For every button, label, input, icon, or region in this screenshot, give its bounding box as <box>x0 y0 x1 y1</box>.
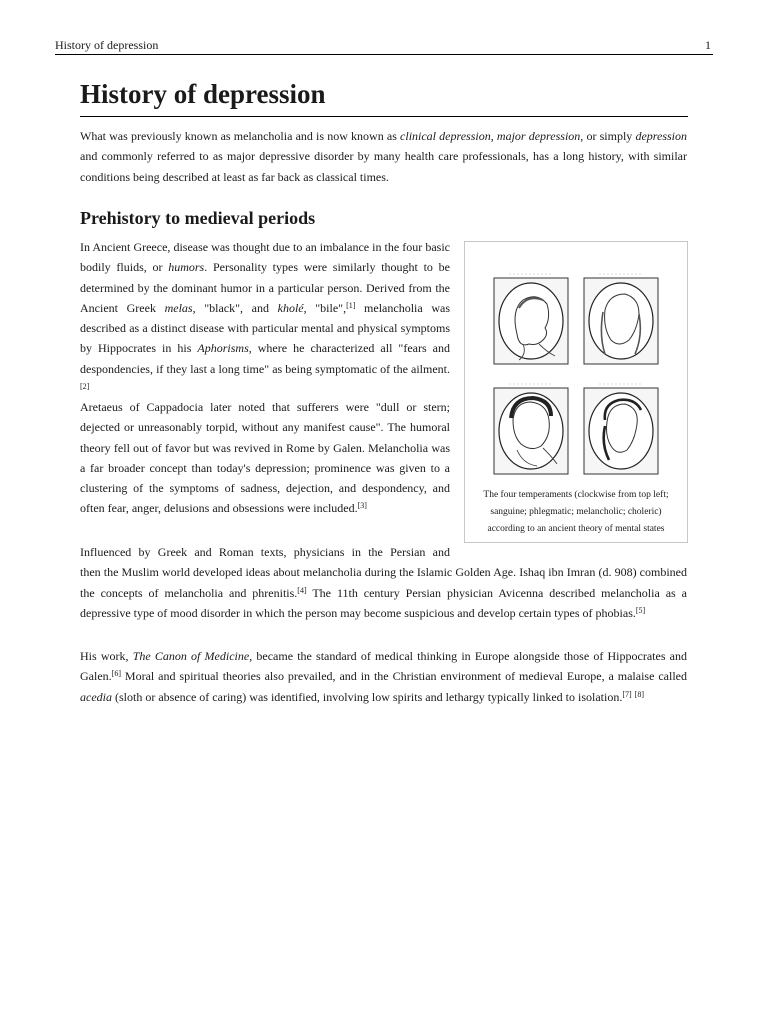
paragraph-aretaeus: Aretaeus of Cappadocia later noted that sufferers were "dull or stern; dejected or unreasonably torpid, without any manifest cause". The humoral theory fell out of favor but was revived in Rome by Galen. Melancholia was a far broader concept than today's depression; prominence was given to a clustering of the symptoms of sadness, dejection, and despondency, and often fear, anger, delusions and obsessions were included.[3] <box>80 400 450 516</box>
section-heading: Prehistory to medieval periods <box>80 208 316 228</box>
reference-7[interactable]: [7] <box>622 689 632 699</box>
link-canon-of-medicine[interactable]: The Canon of Medicine <box>132 649 250 663</box>
figure-caption: The four temperaments (clockwise from top left; sanguine; phlegmatic; melancholic; choleric) according to an ancient theory of mental states <box>483 490 669 534</box>
link-major-depression[interactable]: major depression <box>496 129 581 143</box>
temperament-portrait-bottom-right <box>584 384 658 474</box>
link-aphorisms[interactable]: Aphorisms <box>197 341 249 356</box>
four-temperaments-engraving[interactable] <box>493 270 659 480</box>
reference-3[interactable]: [3] <box>357 501 367 511</box>
paragraph-canon: His work, The Canon of Medicine, became the standard of medical thinking in Europe alongside those of Hippocrates and Galen.[6] Moral and spiritual theories also prevailed, and in the Christian environment of medieval Europe, a malaise called acedia (sloth or absence of caring) was identified, involving low spirits and lethargy typically linked to isolation.[7] [8] <box>80 649 687 704</box>
paragraph-humors: In Ancient Greece, disease was thought due to an imbalance in the four basic bodily fluids, or humors. Personality types were similarly thought to be determined by the dominant humor in a particular person. Derived from the Ancient Greek melas, "black", and kholé, "bile",[1] melancholia was described as a distinct disease with particular mental and physical symptoms by Hippocrates in his Aphorisms, where he characterized all "fears and despondencies, if they last a long time" as being symptomatic of the ailment.[2] <box>80 240 450 392</box>
reference-4[interactable]: [4] <box>297 585 307 595</box>
intro-paragraph: What was previously known as melancholia and is now known as clinical depression, major depression, or simply depression and commonly referred to as major depressive disorder by many health care professionals, has a long history, with similar conditions being described at least as far back as classical times. <box>80 129 688 184</box>
reference-5[interactable]: [5] <box>635 605 646 615</box>
link-humors[interactable]: humors <box>168 260 205 275</box>
temperament-portrait-top-right <box>584 274 658 364</box>
temperaments-figure <box>464 241 688 543</box>
running-header <box>55 38 713 55</box>
temperament-portrait-top-left <box>494 274 568 364</box>
link-depression[interactable]: depression <box>635 129 688 143</box>
page-number: 1 <box>705 38 711 52</box>
link-clinical-depression[interactable]: clinical depression <box>400 129 491 143</box>
link-acedia[interactable]: acedia <box>80 689 112 704</box>
reference-1[interactable]: [1] <box>346 300 356 310</box>
reference-2[interactable]: [2] <box>80 382 90 392</box>
page-title: History of depression <box>80 76 688 117</box>
reference-6[interactable]: [6] <box>111 669 121 679</box>
running-header-title: History of depression <box>55 38 159 52</box>
temperament-portrait-bottom-left <box>494 384 568 474</box>
paragraph-persian: Influenced by Greek and Roman texts, physicians in the Persian and then the Muslim world developed ideas about melancholia during the Islamic Golden Age. Ishaq ibn Imran (d. 908) combined the concepts of melancholia and phrenitis.[4] The 11th century Persian physician Avicenna described melancholia as a depressive type of mood disorder in which the person may become suspicious and develop certain types of phobias.[5] <box>80 545 687 620</box>
reference-8[interactable]: [8] <box>634 689 644 699</box>
